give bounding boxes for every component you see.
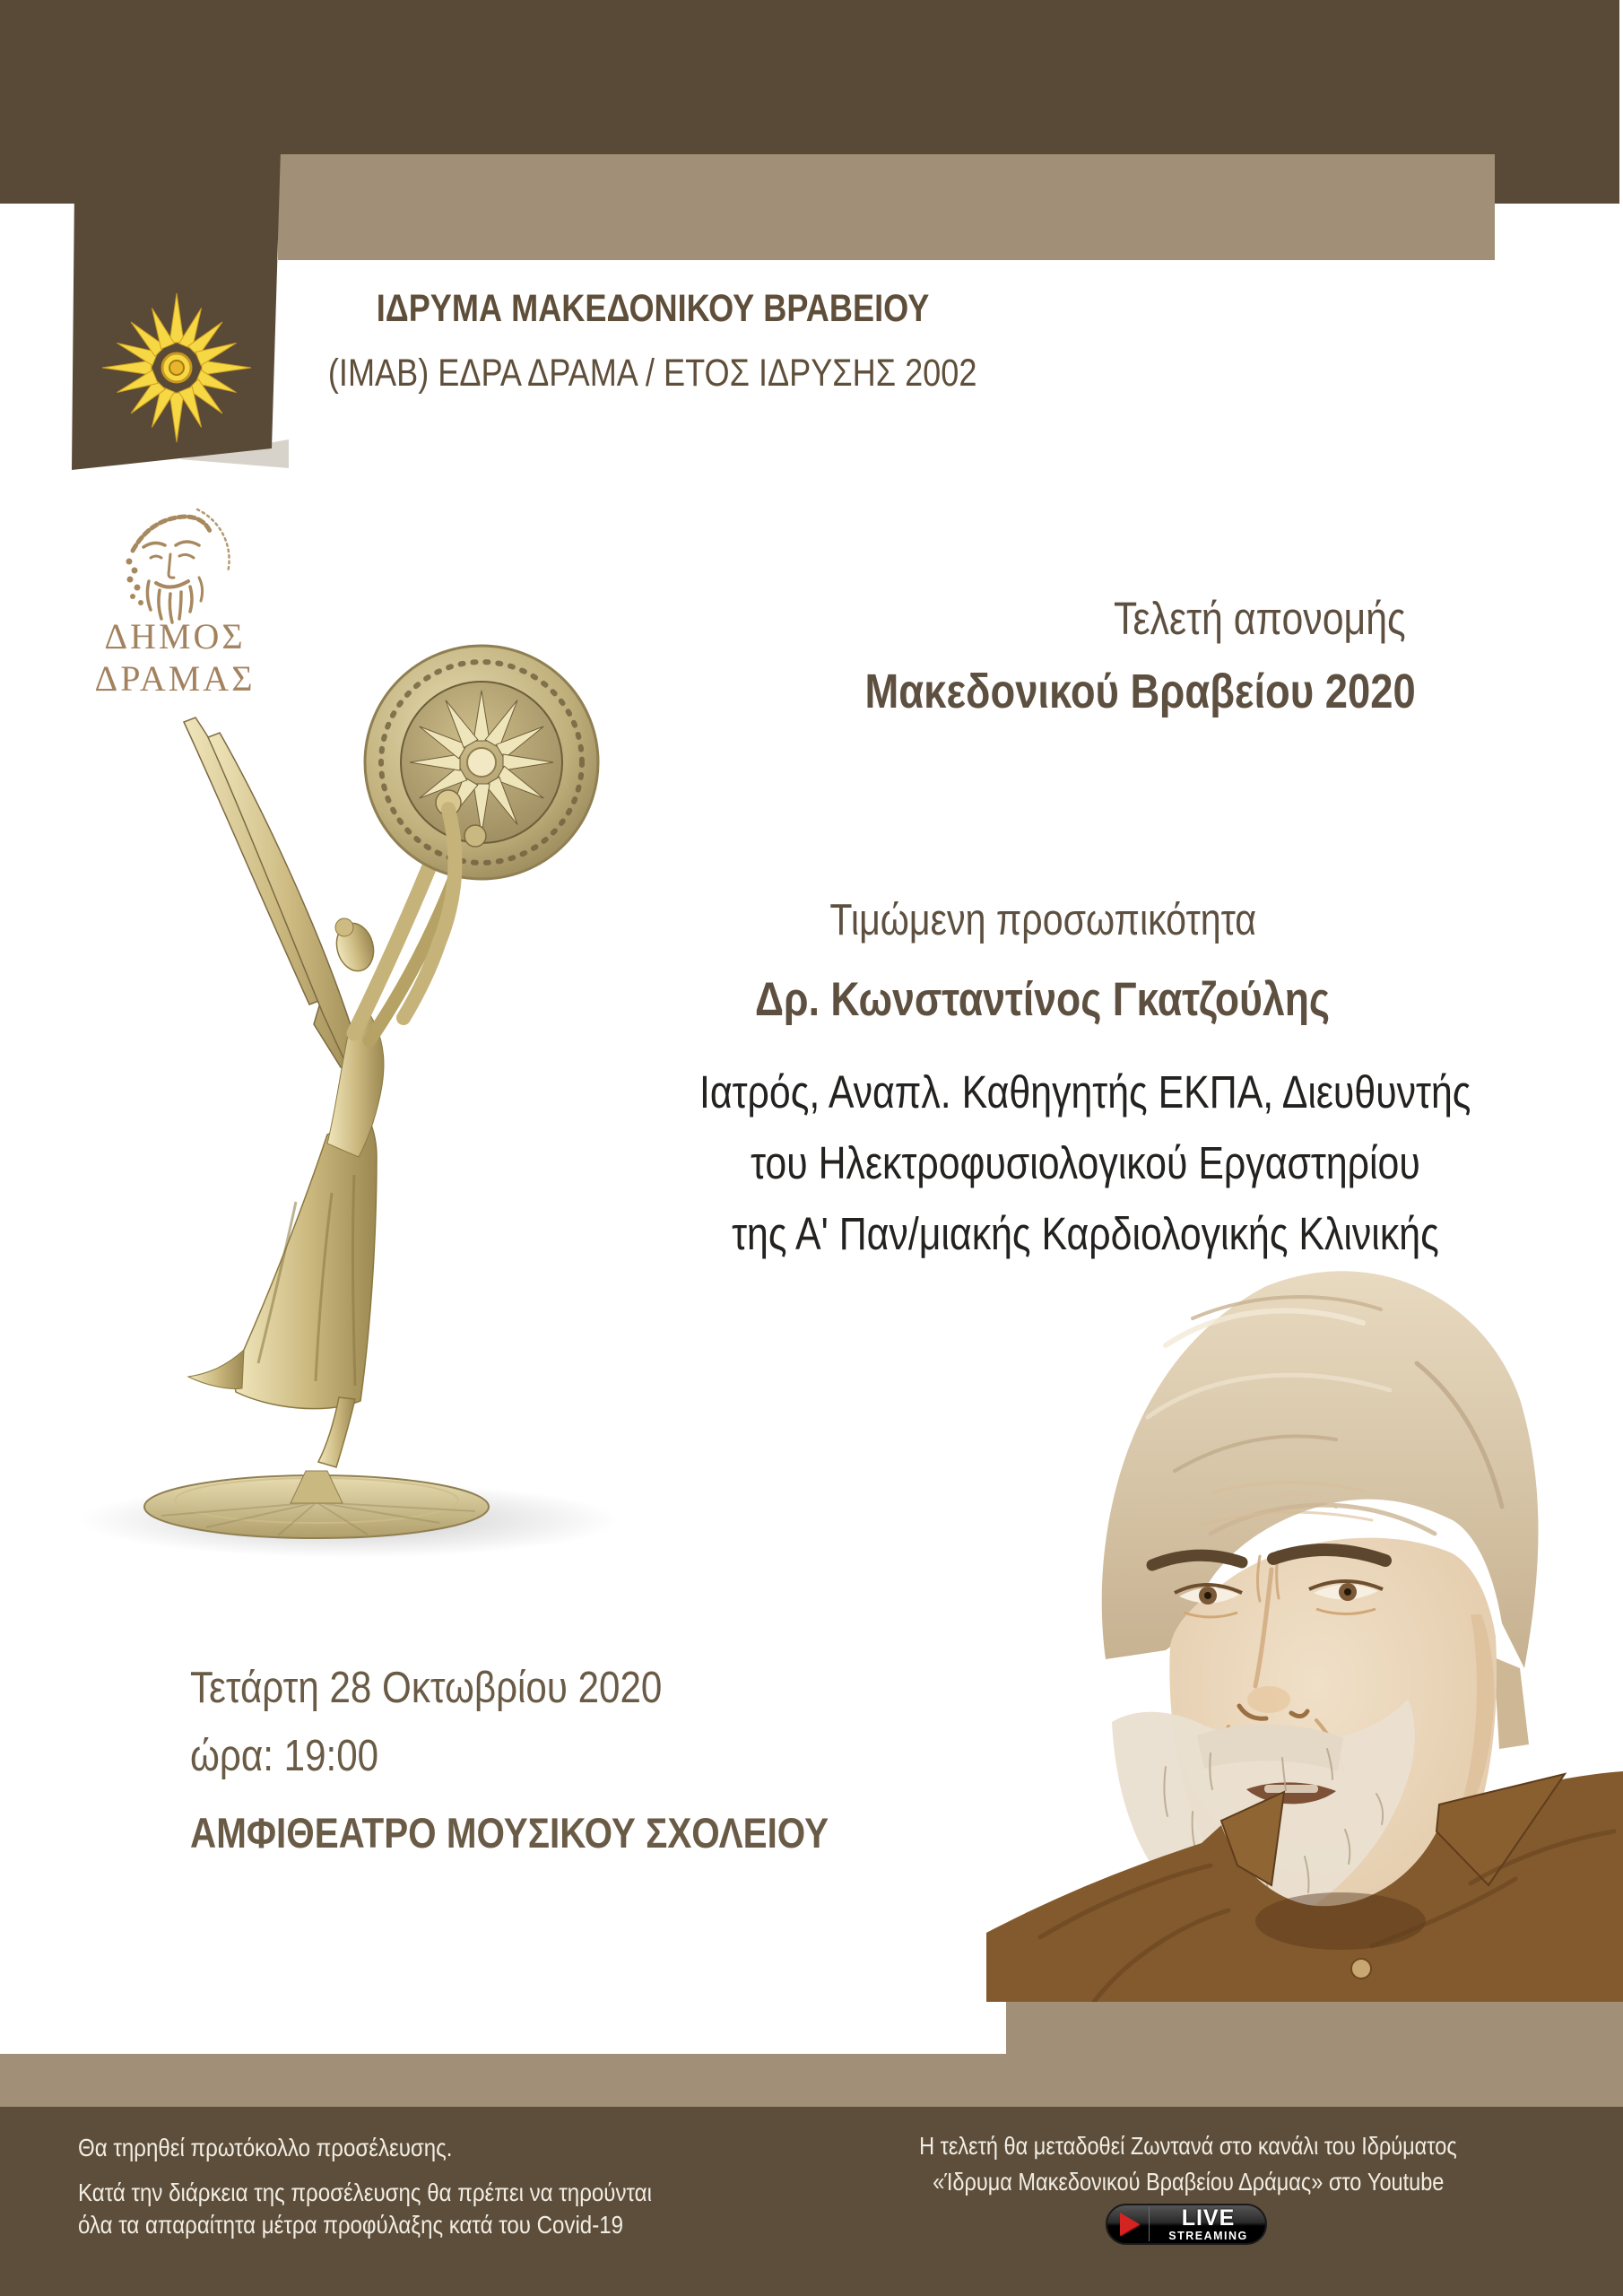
- honoree-role-line: της Α' Παν/μιακής Καρδιολογικής Κλινικής: [731, 1208, 1439, 1259]
- honoree-intro-text: Τιμώμενη προσωπικότητα: [829, 896, 1256, 944]
- ceremony-line1: [897, 592, 1623, 645]
- footer-tan-band: [0, 2054, 1623, 2107]
- play-icon: [1120, 2213, 1140, 2236]
- ceremony-line1-text: Τελετή απονομής: [1114, 593, 1406, 644]
- drama-municipality-seal-icon: [108, 495, 260, 630]
- org-subtitle-text: (ΙΜΑΒ) ΕΔΡΑ ΔΡΑΜΑ / ΕΤΟΣ ΙΔΡΥΣΗΣ 2002: [328, 352, 977, 395]
- org-title-text: ΙΔΡΥΜΑ ΜΑΚΕΔΟΝΙΚΟΥ ΒΡΑΒΕΙΟΥ: [376, 287, 930, 330]
- drama-municipality-name: ΔΗΜΟΣ ΔΡΑΜΑΣ: [94, 616, 256, 699]
- honoree-intro: [550, 895, 1536, 945]
- trophy-base: [144, 1471, 489, 1538]
- footer-protocol-line2: Κατά την διάρκεια της προσέλευσης θα πρέπει να τηρούνται: [78, 2179, 652, 2206]
- honoree-role-line: Ιατρός, Αναπλ. Καθηγητής ΕΚΠΑ, Διευθυντής: [699, 1066, 1471, 1118]
- live-label: LIVE: [1181, 2205, 1236, 2231]
- event-time: ώρα: 19:00: [190, 1732, 379, 1780]
- header-tan-band: [278, 154, 1495, 260]
- ceremony-line2-text: Μακεδονικού Βραβείου 2020: [864, 665, 1417, 718]
- trophy-sun-disc: [365, 646, 598, 1018]
- footer-protocol-line3: όλα τα απαραίτητα μέτρα προφύλαξης κατά του Covid-19: [78, 2211, 624, 2239]
- honoree-name-text: Δρ. Κωνσταντίνος Γκατζούλης: [755, 973, 1331, 1026]
- event-venue: ΑΜΦΙΘΕΑΤΡΟ ΜΟΥΣΙΚΟΥ ΣΧΟΛΕΙΟΥ: [190, 1809, 829, 1857]
- ceremony-line2: [692, 664, 1589, 719]
- macedonian-award-trophy-icon: [54, 619, 646, 1605]
- footer-stream-line2: «Ίδρυμα Μακεδονικού Βραβείου Δράμας» στο Youtube: [932, 2168, 1445, 2196]
- streaming-label: STREAMING: [1168, 2229, 1248, 2242]
- vergina-sun-ribbon: [0, 0, 341, 502]
- trophy-wings: [184, 718, 369, 1085]
- footer-stream-line1: Η τελετή θα μεταδοθεί Ζωντανά στο κανάλι του Ιδρύματος: [919, 2132, 1457, 2160]
- org-title: [0, 287, 1306, 331]
- honoree-portrait-photo: [986, 1238, 1623, 2002]
- live-streaming-badge-text: [1149, 2207, 1265, 2242]
- honoree-role-line: του Ηλεκτροφυσιολογικού Εργαστηρίου: [750, 1137, 1420, 1188]
- trophy-figure: [188, 818, 468, 1467]
- honoree-name: [550, 972, 1536, 1027]
- event-date: Τετάρτη 28 Οκτωβρίου 2020: [190, 1664, 663, 1712]
- org-subtitle: [0, 352, 1306, 396]
- live-streaming-badge: [1106, 2204, 1267, 2245]
- footer-protocol-line1: Θα τηρηθεί πρωτόκολλο προσέλευσης.: [78, 2134, 453, 2161]
